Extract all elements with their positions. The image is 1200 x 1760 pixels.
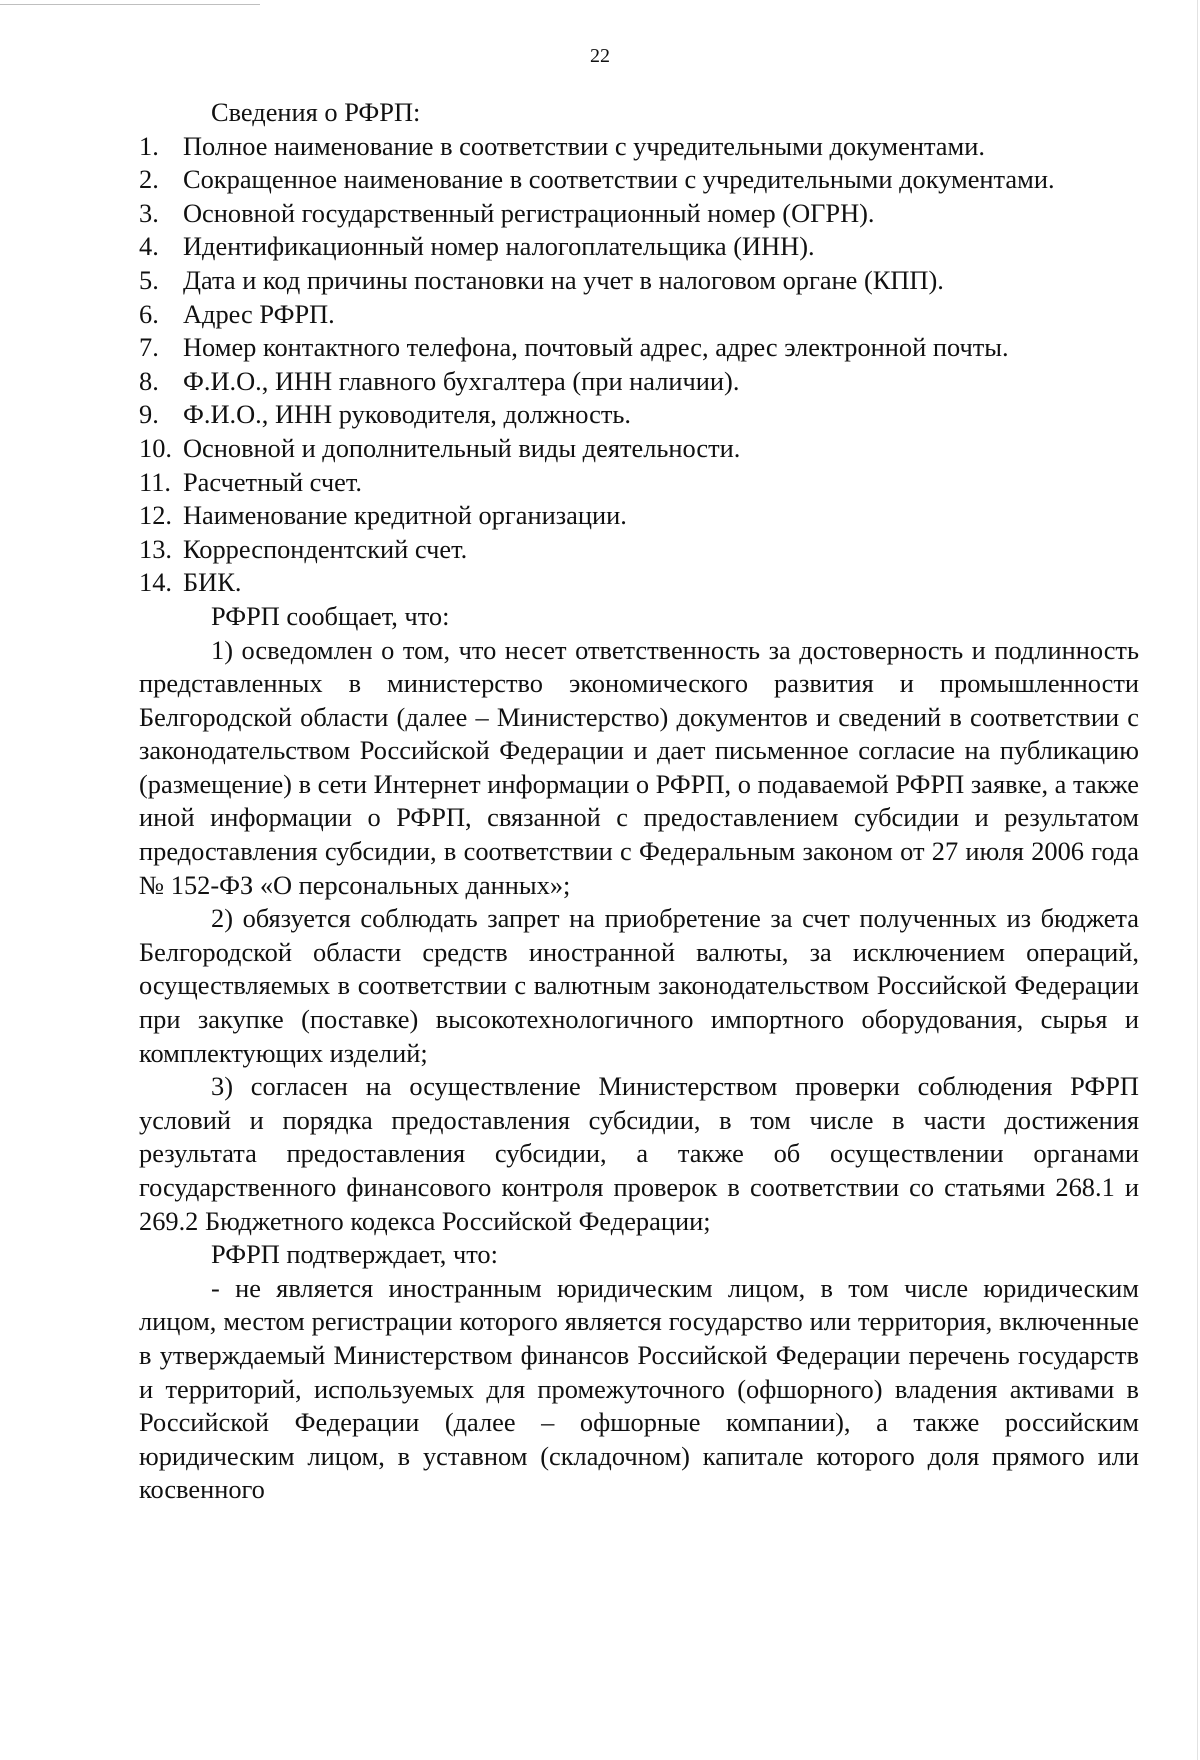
- list-item-number: 9.: [139, 399, 159, 430]
- list-item-number: 8.: [139, 365, 159, 396]
- list-item: [139, 331, 1139, 365]
- info-list: [139, 130, 1139, 600]
- informs-paragraph-2: 2) обязуется соблюдать запрет на приобретение за счет полученных из бюджета Белгородской области средств иностранной валюты, за исключением операций, осуществляемых в соответствии с валютным законодательством Российской Федерации при закупке (поставке) высокотехнологичного импортного оборудования, сырья и комплектующих изделий;: [139, 903, 1139, 1068]
- list-item: [139, 432, 1139, 466]
- list-item-number: 5.: [139, 264, 159, 295]
- informs-paragraph-3: 3) согласен на осуществление Министерством проверки соблюдения РФРП условий и порядка предоставления субсидии, в том числе в части достижения результата предоставления субсидии, а также об осуществлении органами государственного финансового контроля проверок в соответствии со статьями 268.1 и 269.2 Бюджетного кодекса Российской Федерации;: [139, 1071, 1139, 1236]
- section-heading-info: Сведения о РФРП:: [211, 97, 421, 127]
- list-item-text: БИК.: [183, 567, 242, 598]
- list-item-text: Сокращенное наименование в соответствии с учредительными документами.: [183, 164, 1055, 195]
- list-item-text: Основной и дополнительный виды деятельности.: [183, 432, 741, 463]
- list-item: [139, 264, 1139, 298]
- list-item-text: Корреспондентский счет.: [183, 533, 468, 564]
- list-item-text: Адрес РФРП.: [183, 298, 335, 329]
- list-item-text: Ф.И.О., ИНН главного бухгалтера (при наличии).: [183, 365, 740, 396]
- confirms-paragraph-1: - не является иностранным юридическим лицом, в том числе юридическим лицом, местом регистрации которого является государство или территория, включенные в утверждаемый Министерством финансов Российской Федерации перечень государств и территорий, используемых для промежуточного (офшорного) владения активами в Российской Федерации (далее – офшорные компании), а также российским юридическим лицом, в уставном (складочном) капитале которого доля прямого или косвенного: [139, 1272, 1139, 1505]
- list-item-text: Наименование кредитной организации.: [183, 500, 627, 531]
- list-item: [139, 298, 1139, 332]
- list-item: [139, 163, 1139, 197]
- list-item-number: 4.: [139, 231, 159, 262]
- list-item: [139, 398, 1139, 432]
- scan-edge-rule: [0, 4, 260, 5]
- list-item-text: Ф.И.О., ИНН руководителя, должность.: [183, 399, 631, 430]
- list-item-number: 13.: [139, 533, 172, 564]
- list-item-number: 12.: [139, 500, 172, 531]
- list-item-number: 11.: [139, 466, 172, 497]
- list-item-number: 1.: [139, 130, 159, 161]
- informs-paragraph-1: 1) осведомлен о том, что несет ответственность за достоверность и подлинность представленных в министерство экономического развития и промышленности Белгородской области (далее – Министерство) документов и сведений в соответствии с законодательством Российской Федерации и дает письменное согласие на публикацию (размещение) в сети Интернет информации о РФРП, о подаваемой РФРП заявке, а также иной информации о РФРП, связанной с предоставлением субсидии и результатом предоставления субсидии, в соответствии с Федеральным законом от 27 июля 2006 года № 152-ФЗ «О персональных данных»;: [139, 634, 1139, 900]
- list-item-number: 6.: [139, 298, 159, 329]
- list-item: [139, 533, 1139, 567]
- document-body: [139, 96, 1139, 1507]
- list-item: [139, 197, 1139, 231]
- page-number: 22: [590, 45, 610, 67]
- list-item-text: Дата и код причины постановки на учет в налоговом органе (КПП).: [183, 264, 944, 295]
- list-item: [139, 130, 1139, 164]
- list-item-number: 10.: [139, 432, 172, 463]
- list-item-number: 14.: [139, 567, 172, 598]
- scan-edge-right: [1197, 0, 1198, 1760]
- list-item-text: Номер контактного телефона, почтовый адрес, адрес электронной почты.: [183, 332, 1009, 363]
- list-item: [139, 499, 1139, 533]
- section-heading-informs: РФРП сообщает, что:: [211, 600, 450, 631]
- list-item-number: 2.: [139, 164, 159, 195]
- list-item-number: 7.: [139, 332, 159, 363]
- list-item-text: Идентификационный номер налогоплательщика (ИНН).: [183, 231, 815, 262]
- list-item: [139, 466, 1139, 500]
- list-item: [139, 365, 1139, 399]
- list-item-text: Основной государственный регистрационный номер (ОГРН).: [183, 197, 875, 228]
- list-item-text: Полное наименование в соответствии с учредительными документами.: [183, 130, 985, 161]
- section-heading-confirms: РФРП подтверждает, что:: [211, 1239, 498, 1270]
- list-item-text: Расчетный счет.: [183, 466, 362, 497]
- list-item: [139, 566, 1139, 600]
- list-item-number: 3.: [139, 197, 159, 228]
- list-item: [139, 230, 1139, 264]
